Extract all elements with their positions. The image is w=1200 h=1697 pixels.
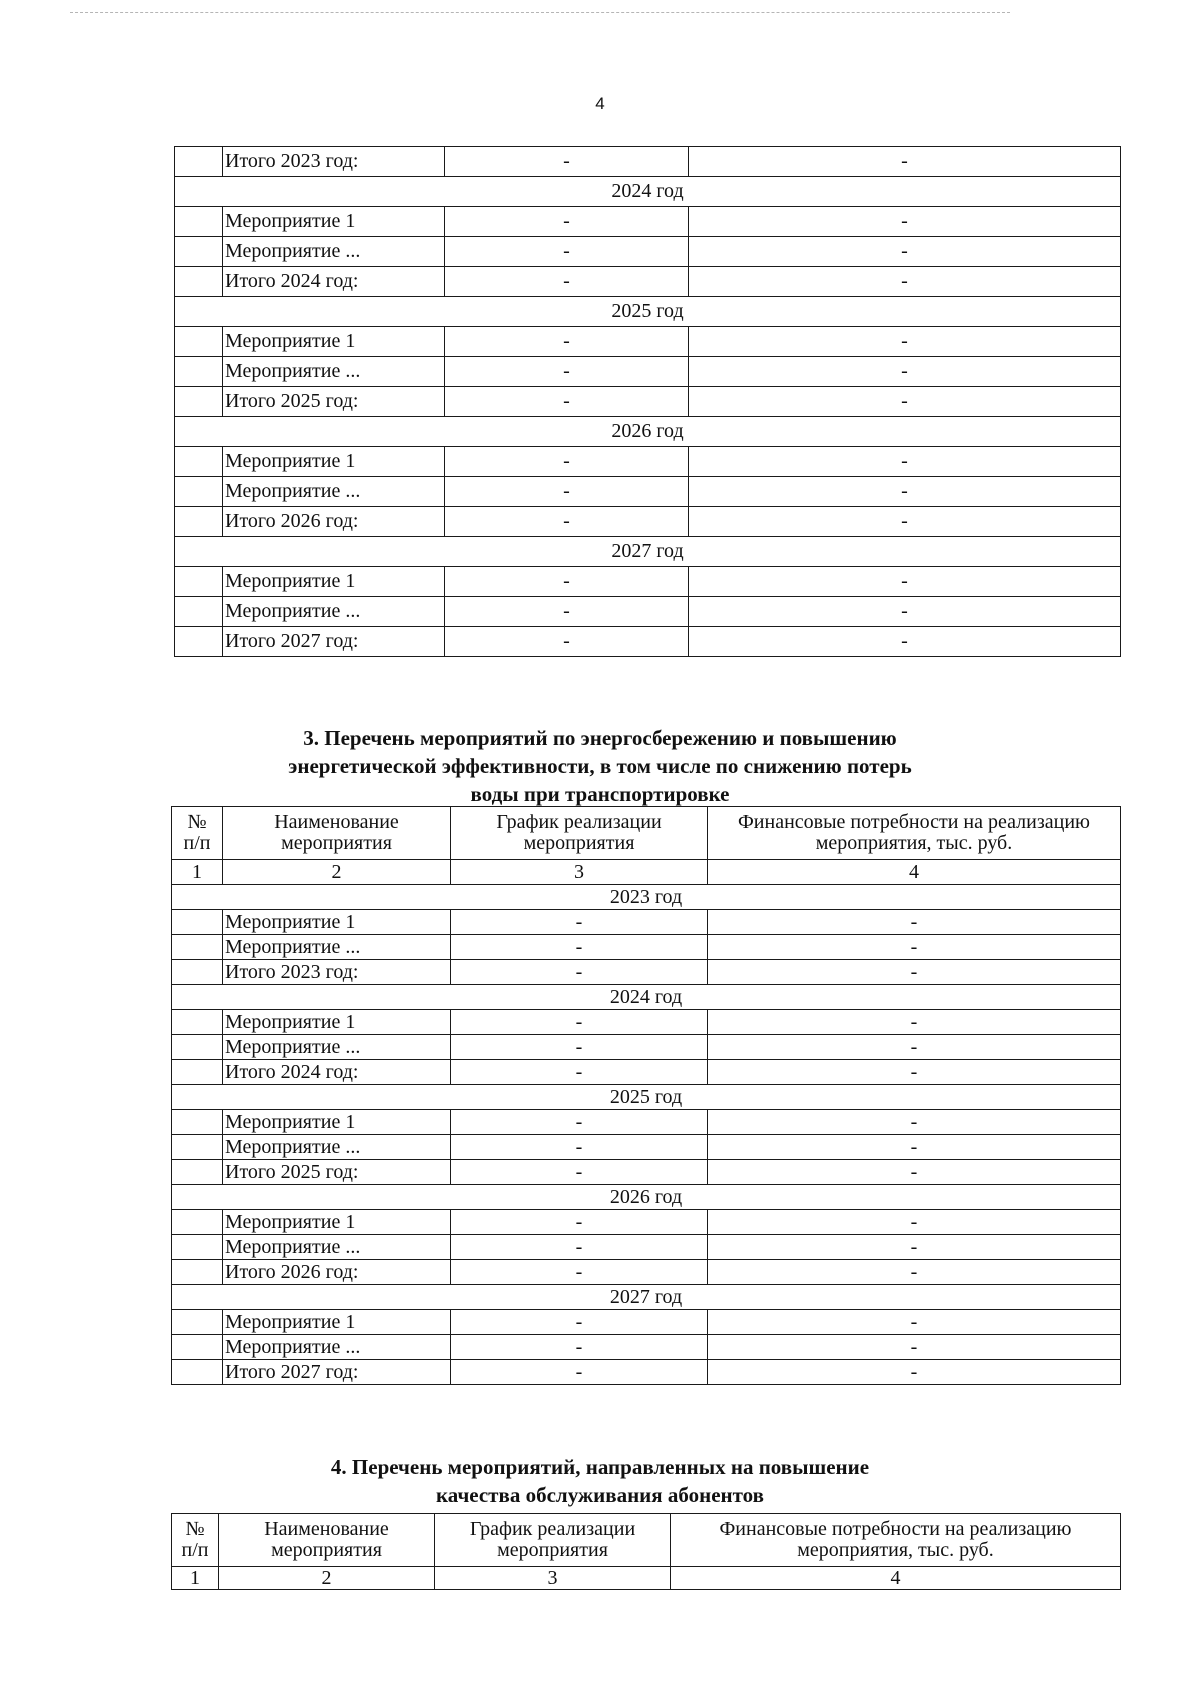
row-number	[175, 387, 223, 417]
year-row	[172, 1285, 1121, 1310]
row-number	[175, 447, 223, 477]
event-name: Мероприятие ...	[223, 237, 445, 267]
row-number	[172, 1035, 223, 1060]
schedule-value: -	[445, 477, 689, 507]
finance-value: -	[689, 597, 1121, 627]
table-row	[175, 567, 1121, 597]
schedule-value: -	[445, 387, 689, 417]
row-number	[172, 1010, 223, 1035]
finance-value: -	[689, 267, 1121, 297]
year-label: 2025 год	[175, 297, 1121, 327]
row-number	[172, 1110, 223, 1135]
table-row	[175, 327, 1121, 357]
row-number	[172, 1335, 223, 1360]
table-row	[175, 387, 1121, 417]
section-4-heading-line: 4. Перечень мероприятий, направленных на повышение	[330, 1455, 870, 1479]
finance-value: -	[708, 1110, 1121, 1135]
col-number: 3	[435, 1567, 671, 1590]
table-row	[175, 207, 1121, 237]
schedule-value: -	[451, 1260, 708, 1285]
section-3-heading	[0, 724, 1200, 808]
row-number	[172, 960, 223, 985]
row-number	[175, 327, 223, 357]
event-name: Мероприятие 1	[223, 910, 451, 935]
finance-value: -	[708, 1060, 1121, 1085]
finance-value: -	[708, 1235, 1121, 1260]
year-row	[172, 885, 1121, 910]
table-row	[175, 147, 1121, 177]
year-label: 2026 год	[172, 1185, 1121, 1210]
header-schedule: График реализации мероприятия	[451, 807, 708, 860]
event-name: Мероприятие ...	[223, 597, 445, 627]
finance-value: -	[689, 207, 1121, 237]
schedule-value: -	[451, 935, 708, 960]
event-name: Итого 2025 год:	[223, 1160, 451, 1185]
year-row	[175, 537, 1121, 567]
event-name: Итого 2027 год:	[223, 627, 445, 657]
finance-value: -	[689, 447, 1121, 477]
row-number	[175, 627, 223, 657]
table-row	[172, 935, 1121, 960]
finance-value: -	[708, 1360, 1121, 1385]
year-label: 2025 год	[172, 1085, 1121, 1110]
schedule-value: -	[451, 910, 708, 935]
finance-value: -	[689, 237, 1121, 267]
service-quality-events-table	[171, 1513, 1121, 1590]
row-number	[175, 597, 223, 627]
year-row	[172, 985, 1121, 1010]
table-row	[172, 1035, 1121, 1060]
schedule-value: -	[451, 1135, 708, 1160]
finance-value: -	[708, 1310, 1121, 1335]
event-name: Итого 2025 год:	[223, 387, 445, 417]
section-3-heading-line: воды при транспортировке	[470, 782, 730, 806]
schedule-value: -	[445, 507, 689, 537]
event-name: Мероприятие ...	[223, 477, 445, 507]
col-number: 1	[172, 1567, 219, 1590]
finance-value: -	[708, 1035, 1121, 1060]
row-number	[172, 1360, 223, 1385]
schedule-value: -	[445, 237, 689, 267]
header-finance: Финансовые потребности на реализацию мероприятия, тыс. руб.	[671, 1514, 1121, 1567]
schedule-value: -	[451, 960, 708, 985]
table-row	[175, 237, 1121, 267]
finance-value: -	[708, 1010, 1121, 1035]
schedule-value: -	[451, 1060, 708, 1085]
row-number	[175, 207, 223, 237]
year-label: 2026 год	[175, 417, 1121, 447]
schedule-value: -	[445, 357, 689, 387]
schedule-value: -	[451, 1360, 708, 1385]
finance-value: -	[708, 935, 1121, 960]
event-name: Мероприятие ...	[223, 935, 451, 960]
finance-value: -	[708, 1135, 1121, 1160]
row-number	[172, 1310, 223, 1335]
schedule-value: -	[451, 1210, 708, 1235]
page-number: 4	[595, 94, 605, 113]
table-row	[175, 477, 1121, 507]
event-name: Итого 2026 год:	[223, 507, 445, 537]
schedule-value: -	[451, 1110, 708, 1135]
event-name: Мероприятие ...	[223, 1335, 451, 1360]
col-number: 4	[671, 1567, 1121, 1590]
table-row	[172, 1235, 1121, 1260]
event-name: Мероприятие ...	[223, 1135, 451, 1160]
event-name: Мероприятие 1	[223, 447, 445, 477]
section-4-heading-line: качества обслуживания абонентов	[436, 1483, 764, 1507]
finance-value: -	[689, 147, 1121, 177]
event-name: Мероприятие 1	[223, 327, 445, 357]
row-number	[175, 567, 223, 597]
schedule-value: -	[445, 267, 689, 297]
finance-value: -	[708, 1210, 1121, 1235]
row-number	[172, 1260, 223, 1285]
row-number	[175, 357, 223, 387]
event-name: Итого 2023 год:	[223, 147, 445, 177]
schedule-value: -	[445, 147, 689, 177]
table-row	[172, 960, 1121, 985]
table-row	[172, 1160, 1121, 1185]
section-4-heading	[0, 1453, 1200, 1509]
schedule-value: -	[445, 447, 689, 477]
finance-value: -	[689, 327, 1121, 357]
table-row	[172, 1060, 1121, 1085]
table-row	[172, 1210, 1121, 1235]
event-name: Мероприятие 1	[223, 207, 445, 237]
col-number: 3	[451, 860, 708, 885]
section-3-heading-line: 3. Перечень мероприятий по энергосбережению и повышению	[303, 726, 897, 750]
event-name: Мероприятие 1	[223, 1210, 451, 1235]
row-number	[175, 477, 223, 507]
year-row	[172, 1185, 1121, 1210]
table-row	[175, 597, 1121, 627]
table-row	[172, 1110, 1121, 1135]
col-number: 4	[708, 860, 1121, 885]
table-row	[172, 1260, 1121, 1285]
finance-value: -	[708, 1160, 1121, 1185]
table-row	[175, 447, 1121, 477]
row-number	[172, 1060, 223, 1085]
table-row	[172, 1335, 1121, 1360]
table-row	[175, 357, 1121, 387]
year-label: 2023 год	[172, 885, 1121, 910]
table-row	[175, 627, 1121, 657]
table-header-row	[172, 1514, 1121, 1567]
schedule-value: -	[445, 327, 689, 357]
event-name: Мероприятие 1	[223, 1110, 451, 1135]
event-name: Итого 2024 год:	[223, 1060, 451, 1085]
row-number	[175, 147, 223, 177]
table-row	[172, 1135, 1121, 1160]
row-number	[175, 507, 223, 537]
header-num: № п/п	[172, 1514, 219, 1567]
table-row	[172, 910, 1121, 935]
schedule-value: -	[451, 1335, 708, 1360]
year-label: 2027 год	[172, 1285, 1121, 1310]
energy-saving-events-table	[171, 806, 1121, 1385]
year-label: 2027 год	[175, 537, 1121, 567]
header-schedule: График реализации мероприятия	[435, 1514, 671, 1567]
table-row	[172, 1310, 1121, 1335]
schedule-value: -	[451, 1010, 708, 1035]
year-row	[175, 297, 1121, 327]
col-number: 1	[172, 860, 223, 885]
event-name: Мероприятие ...	[223, 1235, 451, 1260]
event-name: Мероприятие 1	[223, 1010, 451, 1035]
year-label: 2024 год	[175, 177, 1121, 207]
year-row	[175, 177, 1121, 207]
event-name: Итого 2024 год:	[223, 267, 445, 297]
table-header-row	[172, 807, 1121, 860]
schedule-value: -	[445, 627, 689, 657]
event-name: Мероприятие ...	[223, 357, 445, 387]
finance-value: -	[689, 477, 1121, 507]
year-label: 2024 год	[172, 985, 1121, 1010]
section-3-heading-line: энергетической эффективности, в том числе по снижению потерь	[288, 754, 912, 778]
finance-value: -	[708, 1335, 1121, 1360]
schedule-value: -	[451, 1235, 708, 1260]
column-number-row	[172, 860, 1121, 885]
row-number	[172, 1210, 223, 1235]
event-name: Итого 2026 год:	[223, 1260, 451, 1285]
row-number	[172, 935, 223, 960]
finance-value: -	[689, 387, 1121, 417]
finance-value: -	[708, 910, 1121, 935]
schedule-value: -	[451, 1160, 708, 1185]
header-num: № п/п	[172, 807, 223, 860]
event-name: Мероприятие 1	[223, 1310, 451, 1335]
row-number	[172, 1135, 223, 1160]
schedule-value: -	[445, 207, 689, 237]
finance-value: -	[708, 960, 1121, 985]
year-row	[172, 1085, 1121, 1110]
event-name: Итого 2023 год:	[223, 960, 451, 985]
finance-value: -	[708, 1260, 1121, 1285]
col-number: 2	[223, 860, 451, 885]
column-number-row	[172, 1567, 1121, 1590]
finance-value: -	[689, 567, 1121, 597]
row-number	[175, 237, 223, 267]
col-number: 2	[219, 1567, 435, 1590]
event-name: Мероприятие 1	[223, 567, 445, 597]
scan-artifact-line	[70, 12, 1010, 13]
row-number	[175, 267, 223, 297]
events-table-continued	[174, 146, 1121, 657]
header-finance: Финансовые потребности на реализацию мероприятия, тыс. руб.	[708, 807, 1121, 860]
schedule-value: -	[451, 1035, 708, 1060]
year-row	[175, 417, 1121, 447]
table-row	[175, 507, 1121, 537]
row-number	[172, 1235, 223, 1260]
schedule-value: -	[451, 1310, 708, 1335]
header-name: Наименование мероприятия	[219, 1514, 435, 1567]
finance-value: -	[689, 357, 1121, 387]
header-name: Наименование мероприятия	[223, 807, 451, 860]
row-number	[172, 1160, 223, 1185]
table-row	[172, 1010, 1121, 1035]
finance-value: -	[689, 627, 1121, 657]
schedule-value: -	[445, 567, 689, 597]
row-number	[172, 910, 223, 935]
schedule-value: -	[445, 597, 689, 627]
table-row	[175, 267, 1121, 297]
event-name: Итого 2027 год:	[223, 1360, 451, 1385]
finance-value: -	[689, 507, 1121, 537]
table-row	[172, 1360, 1121, 1385]
event-name: Мероприятие ...	[223, 1035, 451, 1060]
